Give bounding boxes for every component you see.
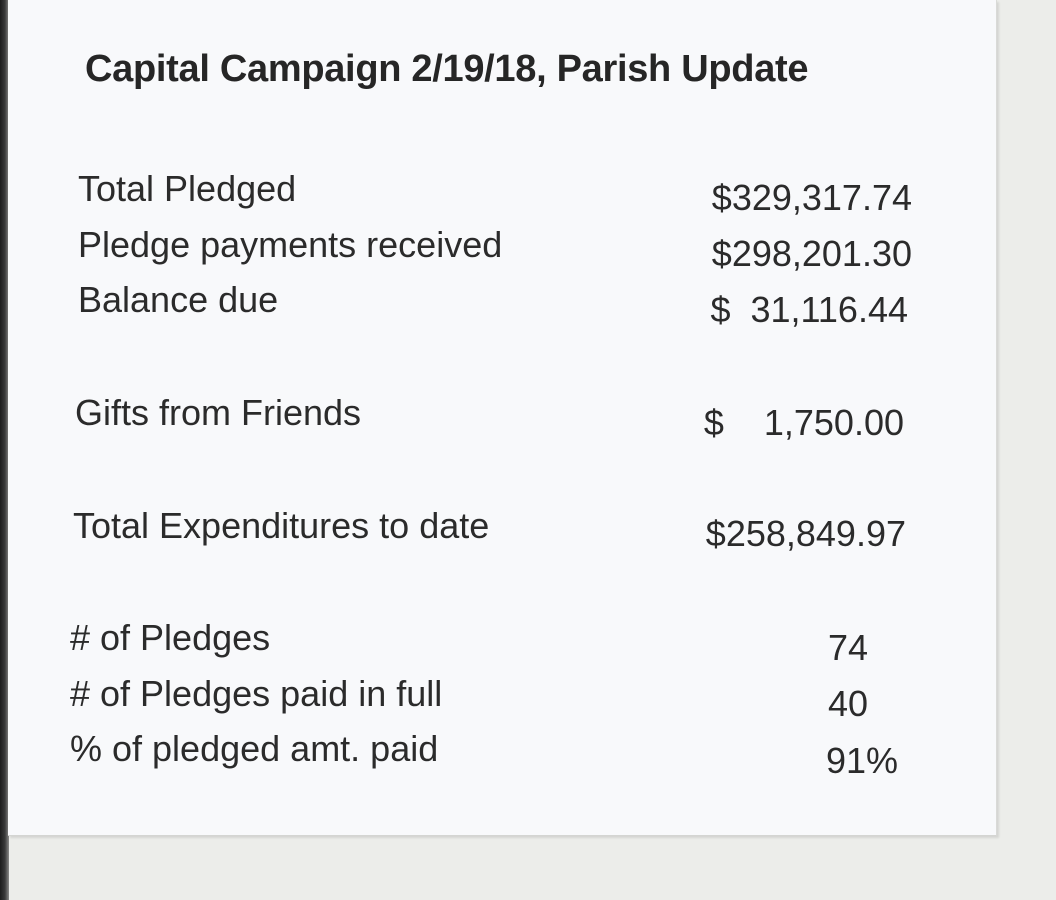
value-number-of-pledges: 74 xyxy=(827,627,868,668)
value-pledge-payments-received: $298,201.30 xyxy=(711,233,912,274)
value-balance-due: $ 31,116.44 xyxy=(710,289,908,330)
value-pledges-paid-in-full: 40 xyxy=(827,683,868,724)
value-gifts-from-friends: $ 1,750.00 xyxy=(703,402,904,443)
label-total-pledged: Total Pledged xyxy=(78,168,297,209)
label-gifts-from-friends: Gifts from Friends xyxy=(75,392,362,433)
document-title: Capital Campaign 2/19/18, Parish Update xyxy=(85,48,809,90)
value-total-pledged: $329,317.74 xyxy=(711,177,912,218)
value-total-expenditures: $258,849.97 xyxy=(705,513,906,554)
label-pledges-paid-in-full: # of Pledges paid in full xyxy=(70,673,443,714)
document-sheet xyxy=(8,0,997,836)
label-number-of-pledges: # of Pledges xyxy=(70,617,271,658)
label-balance-due: Balance due xyxy=(78,279,279,320)
label-total-expenditures: Total Expenditures to date xyxy=(73,505,490,546)
label-pledge-payments-received: Pledge payments received xyxy=(78,224,503,265)
label-percent-pledged-paid: % of pledged amt. paid xyxy=(70,728,439,769)
value-percent-pledged-paid: 91% xyxy=(825,740,898,781)
